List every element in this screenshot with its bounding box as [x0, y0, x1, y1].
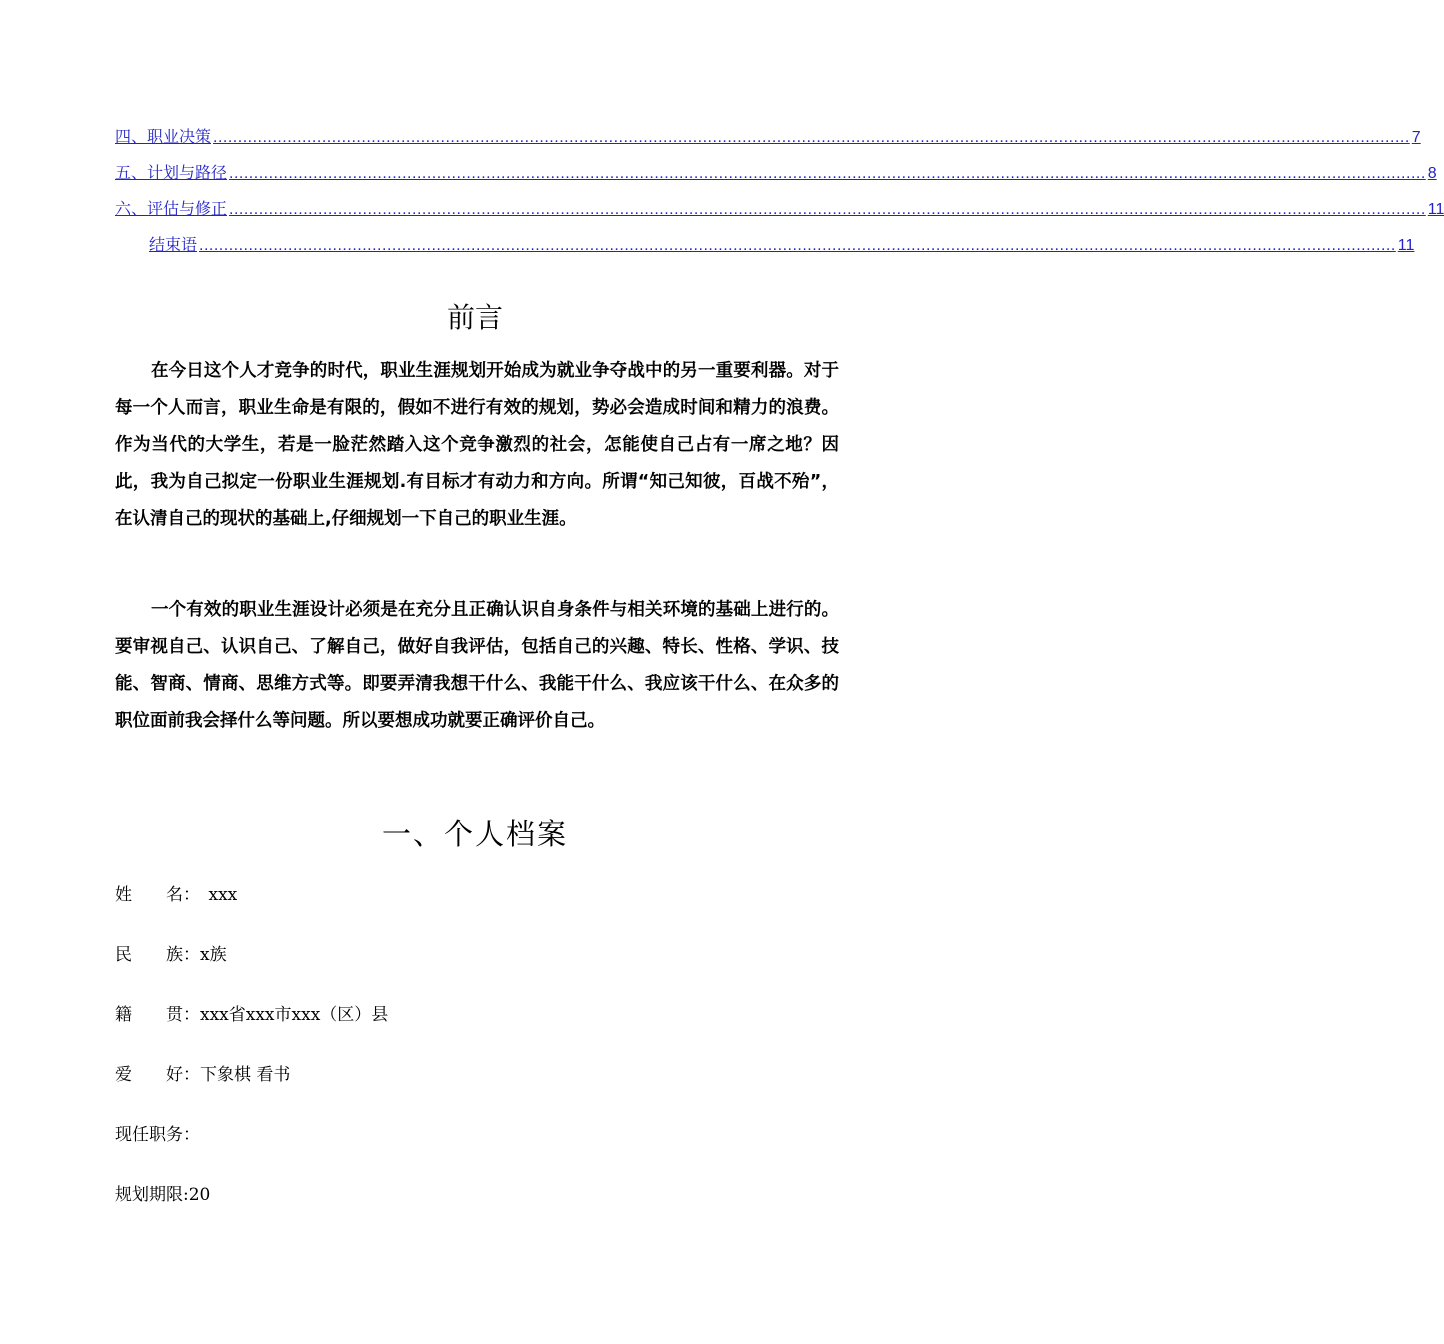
toc-entry-page: 11 [1427, 201, 1444, 218]
profile-position: 现任职务： [115, 1125, 200, 1145]
toc-entry-page: 11 [1397, 237, 1415, 254]
toc-entry-evaluation[interactable] [115, 196, 1444, 232]
toc-entry-page: 8 [1427, 165, 1437, 182]
toc-entry-career-decision[interactable] [115, 124, 1421, 160]
preface-paragraph-1: 在今日这个人才竞争的时代，职业生涯规划开始成为就业争夺战中的另一重要利器。对于每一个人而言，职业生命是有限的，假如不进行有效的规划，势必会造成时间和精力的浪费。作为当代的大学生，若是一脸茫然踏入这个竞争激烈的社会，怎能使自己占有一席之地？因此，我为自己拟定一份职业生涯规划.有目标才有动力和方向。所谓“知己知彼，百战不殆”，在认清自己的现状的基础上,仔细规划一下自己的职业生涯。 [115, 361, 839, 529]
preface-paragraph-2: 一个有效的职业生涯设计必须是在充分且正确认识自身条件与相关环境的基础上进行的。要审视自己、认识自己、了解自己，做好自我评估，包括自己的兴趣、特长、性格、学识、技能、智商、情商、思维方式等。即要弄清我想干什么、我能干什么、我应该干什么、在众多的职位面前我会择什么等问题。所以要想成功就要正确评价自己。 [115, 600, 839, 731]
profile-native-place: 籍 贯：xxx省xxx市xxx（区）县 [115, 1005, 389, 1025]
toc-leader-dots: .................................................................................................................................................................................................................................................. [213, 129, 1410, 146]
toc-entry-title: 四、职业决策 [115, 127, 212, 146]
toc-entry-conclusion[interactable] [115, 232, 1415, 268]
preface-heading: 前言 [446, 301, 503, 334]
toc-leader-dots: .................................................................................................................................................................................................................................................. [229, 165, 1426, 182]
toc-leader-dots: .................................................................................................................................................................................................................................................. [229, 201, 1426, 218]
toc-entry-title: 六、评估与修正 [115, 199, 228, 218]
toc-entry-plan-and-path[interactable] [115, 160, 1437, 196]
toc-entry-title: 结束语 [149, 235, 198, 254]
toc-entry-page: 7 [1411, 129, 1421, 146]
profile-ethnicity: 民 族：x族 [115, 945, 227, 965]
toc-leader-dots: .................................................................................................................................................................................................................................................. [199, 237, 1396, 254]
table-of-contents [115, 124, 1444, 268]
profile-name: 姓 名： xxx [115, 885, 238, 905]
profile-hobbies: 爱 好：下象棋 看书 [115, 1065, 291, 1085]
personal-profile-heading: 一、个人档案 [381, 817, 568, 851]
toc-entry-title: 五、计划与路径 [115, 163, 228, 182]
profile-planning-period: 规划期限:20 [115, 1185, 211, 1205]
